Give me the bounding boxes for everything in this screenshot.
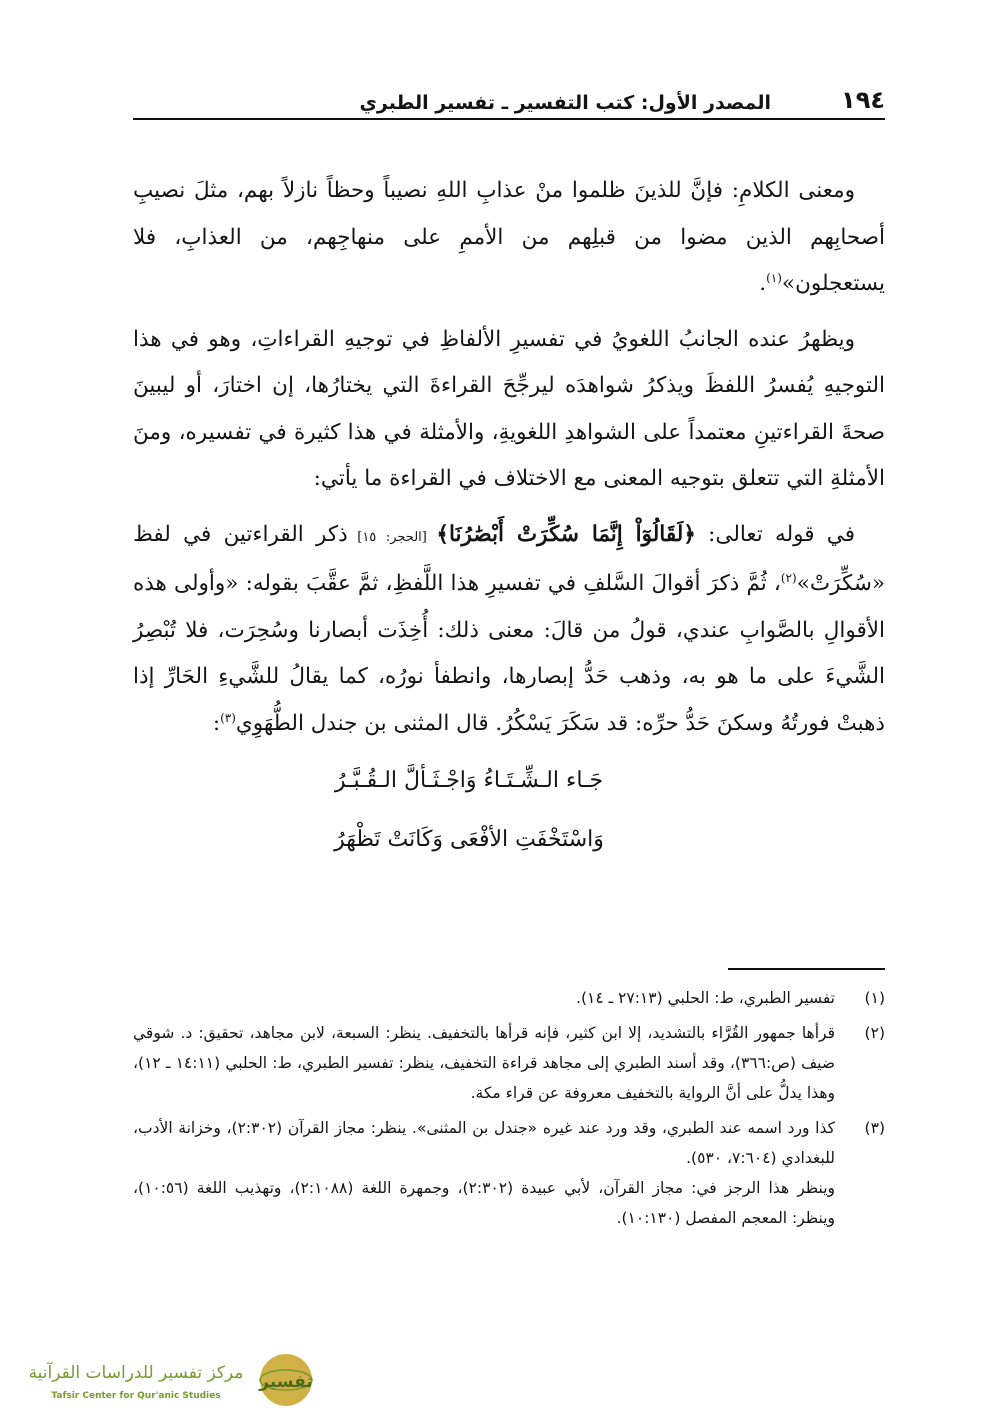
footnote-1 [133, 983, 885, 1013]
footnote-2 [133, 1018, 885, 1108]
footnotes [133, 983, 885, 1238]
verse-reference: [الحجر: ١٥] [347, 529, 437, 545]
footnote-text: قرأها جمهور القُرَّاء بالتشديد، إلا ابن كثير، فإنه قرأها بالتخفيف. ينظر: السبعة، لابن مجاهد، تحقيق: د. شوقي ضيف (ص:٣٦٦)، وقد أسند الطبري إلى مجاهد قراءة التخفيف، ينظر: تفسير الطبري، ط: الحلبي (١٤:١١ ـ ١٢)، وهذا يدلُّ على أنَّ الرواية بالتخفيف معروفة عن قراء مكة. [133, 1024, 835, 1102]
footnote-separator [728, 968, 885, 970]
footnote-3-part-1: كذا ورد اسمه عند الطبري، وقد ورد عند غيره «جندل بن المثنى». ينظر: مجاز القرآن (٢:٣٠٢)، وخزانة الأدب، للبغدادي (٧:٦٠٤، ٥٣٠). [133, 1119, 835, 1167]
footnote-number: (١) [864, 989, 885, 1007]
footnote-ref-3[interactable]: (٣) [220, 710, 236, 725]
footnote-number: (٢) [864, 1024, 885, 1042]
main-text [133, 168, 885, 874]
poem-line-1: جَـاء الـشِّـتَـاءُ وَاجْـثَـألَّ الـقُـبَّـرُ [334, 768, 604, 793]
paragraph-3-intro: في قوله تعالى: [695, 521, 855, 547]
paragraph-3-text-b: ، ثُمَّ ذكرَ أقوالَ السَّلفِ في تفسيرِ هذا اللَّفظِ، ثمَّ عقَّبَ بقوله: «وأولى هذه الأقوالِ بالصَّوابِ عندي، قولُ من قالَ: معنى ذلك: أُخِذَت أبصارنا وسُحِرَت، فلا تُبْصِرُ الشَّيءَ على ما هو به، وذهب حَدُّ إبصارها، وانطفأ نورُه، كما يقالُ للشَّيءِ الحَارِّ إذا ذهبتْ فورتُهُ وسكنَ حَدُّ حرِّه: قد سَكَرَ يَسْكُرُ. قال المثنى بن جندل الطُّهَوِي [133, 571, 885, 736]
paragraph-1-text: ومعنى الكلامِ: فإنَّ للذينَ ظلموا منْ عذابِ اللهِ نصيباً وحظاً نازلاً بهم، مثلَ نصيبِ أصحابِهم الذين مضوا من قبلِهم من الأممِ على منهاجِهم، من العذابِ، فلا يستعجلون» [133, 178, 885, 296]
page-number: ١٩٤ [841, 86, 885, 114]
logo-english-text: Tafsir Center for Qur'anic Studies [51, 1391, 221, 1401]
logo-graphic [14, 1350, 314, 1410]
paragraph-3 [133, 512, 885, 748]
logo-arabic-text: مركز تفسير للدراسات القرآنية [28, 1363, 244, 1383]
footnote-3-part-2: وينظر هذا الرجز في: مجاز القرآن، لأبي عبيدة (٢:٣٠٢)، وجمهرة اللغة (٢:١٠٨٨)، وتهذيب اللغة (١٠:٥٦)، وينظر: المعجم المفصل (١٠:١٣٠). [133, 1179, 835, 1227]
paragraph-3-text-a: ذكر القراءتين في لفظ «سُكِّرَتْ» [133, 521, 885, 596]
footnote-ref-2[interactable]: (٢) [780, 570, 797, 585]
footnote-ref-1[interactable]: (١) [766, 270, 782, 285]
tafsir-center-logo [14, 1350, 314, 1410]
paragraph-1 [133, 168, 885, 308]
paragraph-1-end: . [759, 271, 767, 296]
footnote-3 [133, 1113, 885, 1233]
footnote-text: تفسير الطبري، ط: الحلبي (٢٧:١٣ ـ ١٤). [576, 989, 835, 1007]
poem-line-2: وَاسْتَخْفَتِ الأفْعَى وَكَانَتْ تَظْهَرُ [334, 827, 604, 852]
page-header [133, 86, 885, 120]
running-title: المصدر الأول: كتب التفسير ـ تفسير الطبري [359, 92, 772, 114]
paragraph-3-end: : [212, 710, 221, 736]
paragraph-2: ويظهرُ عنده الجانبُ اللغويُ في تفسيرِ الألفاظِ في توجيهِ القراءاتِ، وهو في هذا التوجيهِ يُفسرُ اللفظَ ويذكرُ شواهدَه ليرجِّحَ القراءةَ التي يختارُها، إن اختارَ، أو ليبينَ صحةَ القراءتينِ معتمداً على الشواهدِ اللغويةِ، والأمثلة في هذا كثيرة في تفسيره، ومنَ الأمثلةِ التي تتعلق بتوجيه المعنى مع الاختلاف في القراءة ما يأتي: [133, 326, 885, 491]
footnote-text [133, 1113, 835, 1233]
logo-icon-text: تفسير [259, 1372, 313, 1392]
footnote-number: (٣) [864, 1119, 885, 1137]
quran-verse: ﴿لَقَالُوٓاْ إِنَّمَا سُكِّرَتْ أَبْصَٰرُنَا﴾ [436, 521, 696, 547]
